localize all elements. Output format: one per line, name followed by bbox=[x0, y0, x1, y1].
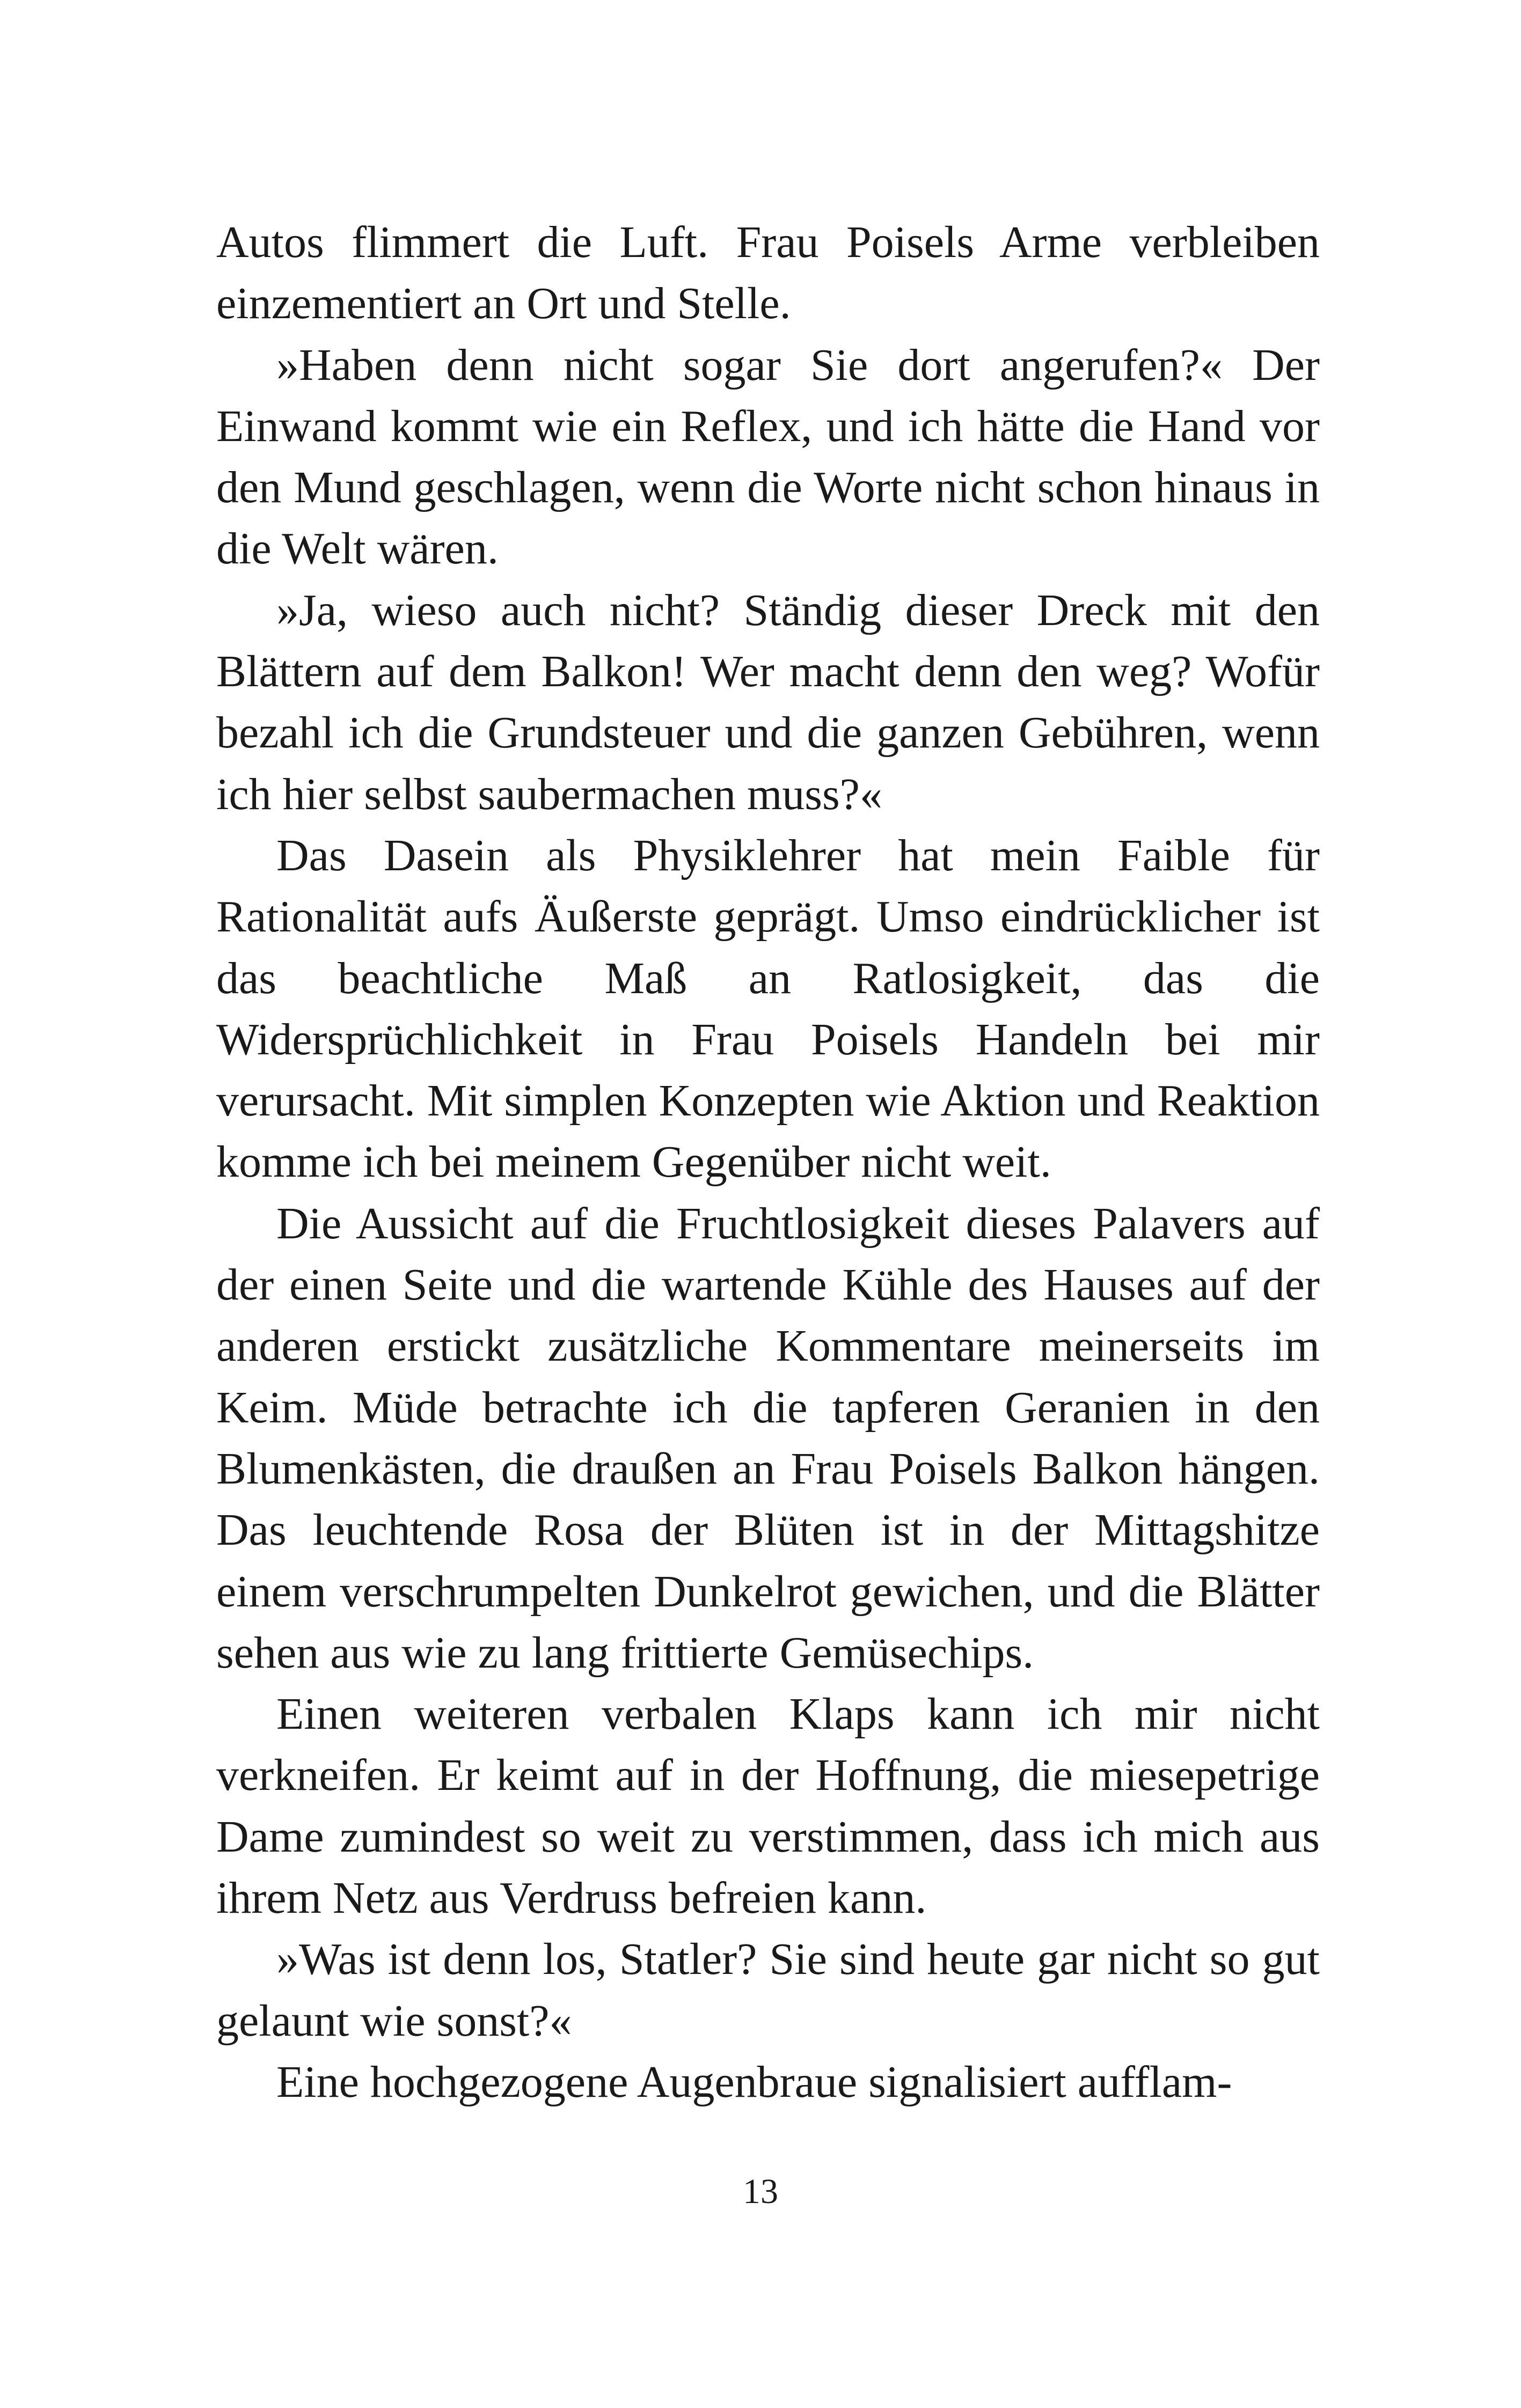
body-text bbox=[216, 212, 1320, 2113]
paragraph: Das Dasein als Physiklehrer hat mein Faible für Rationalität aufs Äußerste geprägt. Umso eindrücklicher ist das beachtliche Maß an Ratlosigkeit, das die Widersprüchlichkeit in Frau Poisels Handeln bei mir verursacht. Mit simplen Konzepten wie Aktion und Reaktion komme ich bei meinem Gegenüber nicht weit. bbox=[216, 830, 1320, 1187]
page-number: 13 bbox=[743, 2172, 778, 2211]
paragraph: »Was ist denn los, Statler? Sie sind heute gar nicht so gut gelaunt wie sonst?« bbox=[216, 1934, 1320, 2046]
paragraph: »Ja, wieso auch nicht? Ständig dieser Dreck mit den Blättern auf dem Balkon! Wer macht denn den weg? Wofür bezahl ich die Grundsteuer und die ganzen Gebühren, wenn ich hier selbst saubermachen muss?« bbox=[216, 585, 1320, 819]
paragraph: Autos flimmert die Luft. Frau Poisels Arme verbleiben einzementiert an Ort und Stelle. bbox=[216, 217, 1320, 329]
paragraph: Die Aussicht auf die Fruchtlosigkeit dieses Palavers auf der einen Seite und die wartende Kühle des Hauses auf der anderen erstickt zusätzliche Kommentare meinerseits im Keim. Müde betrachte ich die tapferen Geranien in den Blumenkästen, die draußen an Frau Poisels Balkon hängen. Das leuchtende Rosa der Blüten ist in der Mittagshitze einem verschrumpelten Dunkelrot gewichen, und die Blätter sehen aus wie zu lang frittierte Gemüsechips. bbox=[216, 1198, 1320, 1678]
paragraph: Einen weiteren verbalen Klaps kann ich mir nicht verkneifen. Er keimt auf in der Hoffnung, die miesepetrige Dame zumindest so weit zu verstimmen, dass ich mich aus ihrem Netz aus Verdruss befreien kann. bbox=[216, 1689, 1320, 1924]
paragraph: »Haben denn nicht sogar Sie dort angerufen?« Der Einwand kommt wie ein Reflex, und ich hätte die Hand vor den Mund geschlagen, wenn die Worte nicht schon hinaus in die Welt wären. bbox=[216, 340, 1320, 574]
paragraph: Eine hochgezogene Augenbraue signalisiert aufflam- bbox=[276, 2057, 1232, 2107]
